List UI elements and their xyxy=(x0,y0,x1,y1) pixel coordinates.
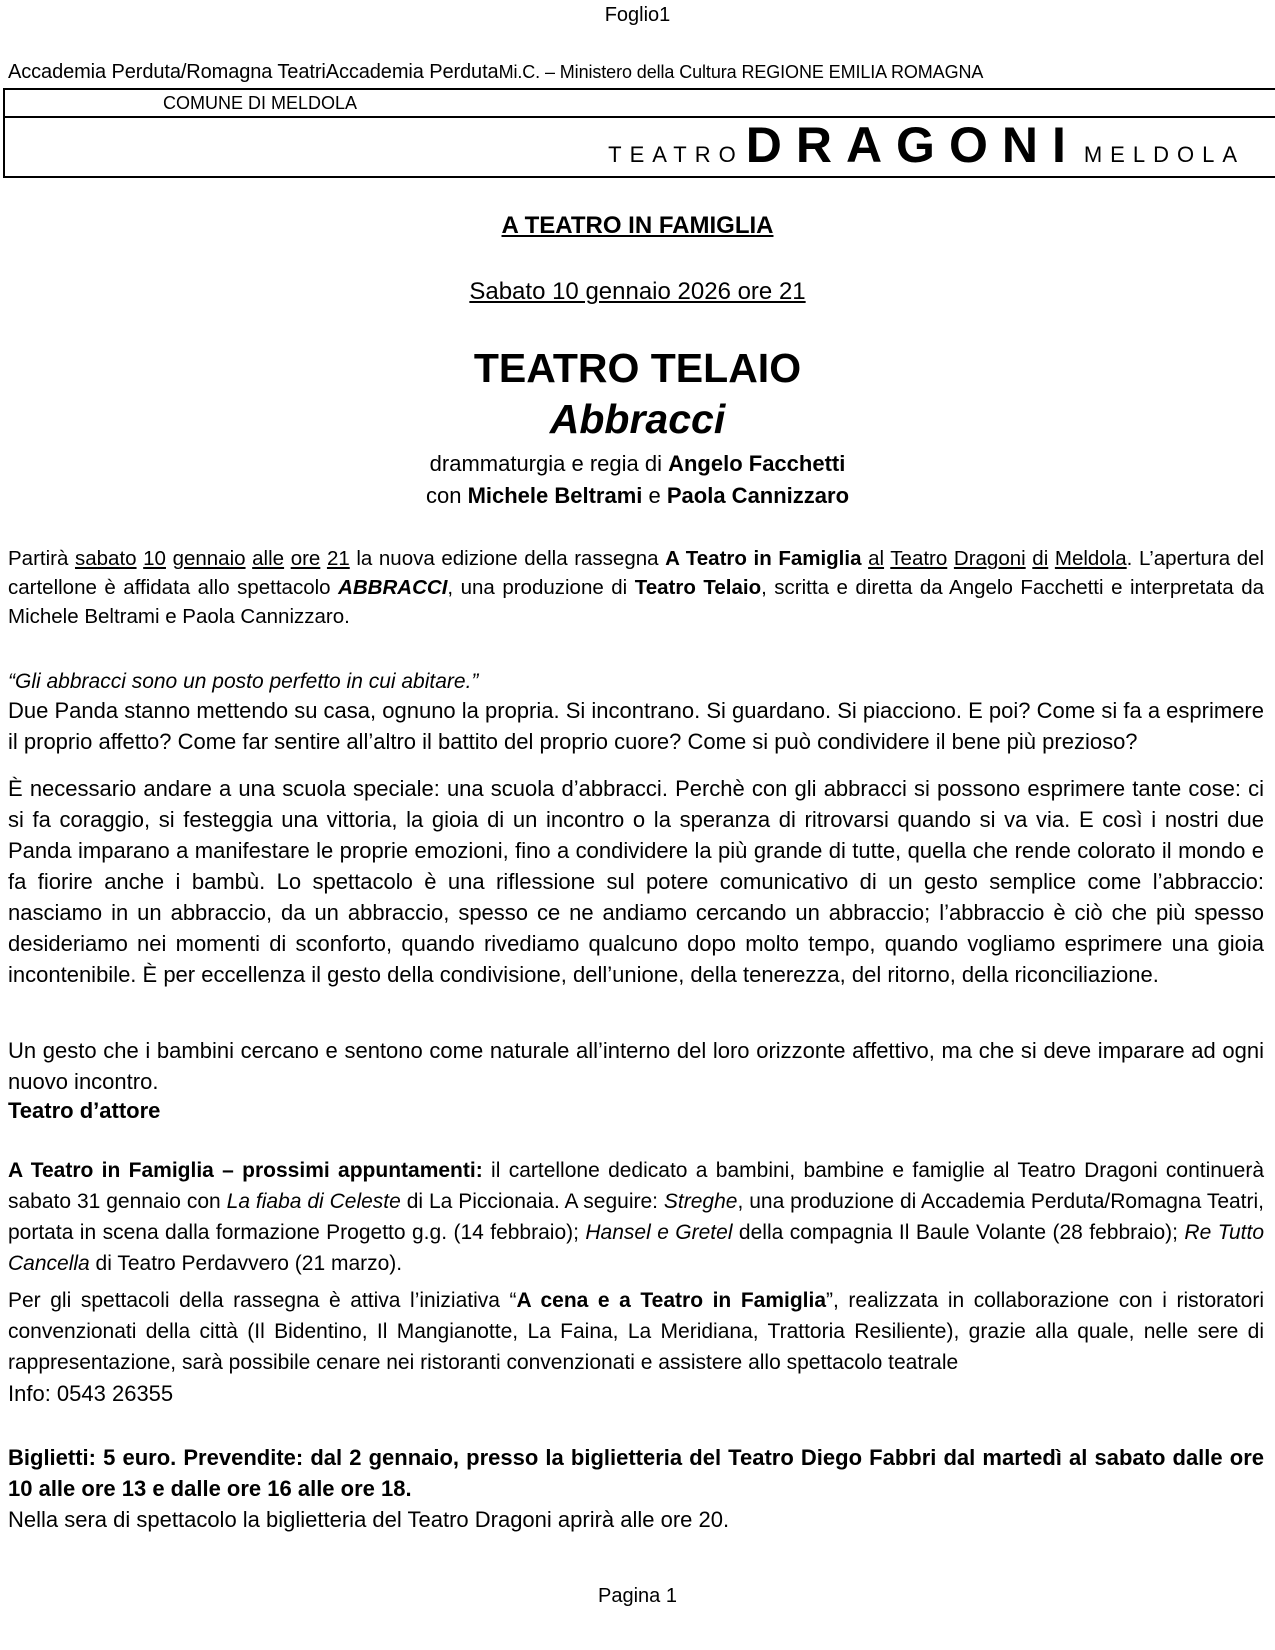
show-title: Abbracci xyxy=(549,396,726,442)
text: di Teatro Perdavvero (21 marzo). xyxy=(89,1252,403,1275)
text: ”, realizzata in collaborazione con i ristoratori convenzionati della città (Il Bidentino, Il Mangianotte, La Faina, La Meridiana, Trattoria Resiliente), grazie alla quale, nelle sere di rappresentazione, sarà possibile cenare nei ristoranti convenzionati e assistere allo spettacolo teatrale xyxy=(8,1289,1264,1374)
show-1: La fiaba di Celeste xyxy=(226,1190,401,1213)
text: Partirà xyxy=(8,547,75,570)
actor-1: Michele Beltrami xyxy=(467,483,643,508)
upcoming-heading: A Teatro in Famiglia – prossimi appuntamenti: xyxy=(8,1159,483,1182)
text: . L’apertura del cartellone è affidata allo spettacolo xyxy=(8,547,1265,599)
box-office-hours: Nella sera di spettacolo la biglietteria del Teatro Dragoni aprirà alle ore 20. xyxy=(8,1507,730,1532)
text: Per gli spettacoli della rassegna è attiva l’iniziativa “ xyxy=(8,1289,517,1312)
genre-label: Teatro d’attore xyxy=(8,1098,161,1123)
text: il cartellone dedicato a bambini, bambine e famiglie al Teatro Dragoni continuerà sabato 31 gennaio con xyxy=(8,1159,1265,1213)
logo-name: DRAGONI xyxy=(745,117,1080,173)
text: Dragoni xyxy=(953,547,1026,570)
logo-suffix: MELDOLA xyxy=(1083,142,1245,167)
event-date: Sabato 10 gennaio 2026 ore 21 xyxy=(469,278,806,305)
comune-label: COMUNE DI MELDOLA xyxy=(5,90,1275,118)
text: della compagnia Il Baule Volante (28 febbraio); xyxy=(732,1221,1185,1244)
text: al xyxy=(868,547,885,570)
logo-row xyxy=(5,118,1275,176)
upcoming-paragraph xyxy=(8,1155,1264,1279)
director-name: Angelo Facchetti xyxy=(668,451,846,476)
text: A Teatro in Famiglia xyxy=(665,547,862,570)
text: 21 xyxy=(326,547,350,570)
dinner-initiative: A cena e a Teatro in Famiglia xyxy=(516,1289,827,1312)
synopsis-paragraph-1: Due Panda stanno mettendo su casa, ognuno la propria. Si incontrano. Si guardano. Si piacciono. E poi? Come si fa a esprimere il proprio affetto? Come far sentire all’altro il battito del proprio cuore? Come si può condividere il bene più prezioso? xyxy=(8,698,1264,754)
show-3: Hansel e Gretel xyxy=(585,1221,733,1244)
text: sabato xyxy=(74,547,137,570)
synopsis-paragraph-3: Un gesto che i bambini cercano e sentono come naturale all’interno del loro orizzonte affettivo, ma che si deve imparare ad ogni nuovo incontro. xyxy=(8,1038,1264,1094)
text: ore xyxy=(290,547,321,570)
org-line xyxy=(8,61,983,84)
credit-direction xyxy=(0,451,1275,477)
header-box xyxy=(3,88,1275,178)
text: di La Piccionaia. A seguire: xyxy=(400,1190,664,1213)
quote: “Gli abbracci sono un posto perfetto in cui abitare.” xyxy=(8,670,479,693)
show-4: Re Tutto Cancella xyxy=(8,1221,1264,1275)
text: la nuova edizione della rassegna xyxy=(349,547,666,570)
actor-2: Paola Cannizzaro xyxy=(666,483,850,508)
company-name: TEATRO TELAIO xyxy=(473,345,802,391)
text: di xyxy=(1032,547,1049,570)
sheet-label: Foglio1 xyxy=(604,4,671,26)
tickets-info: Biglietti: 5 euro. Prevendite: dal 2 gennaio, presso la biglietteria del Teatro Diego Fabbri dal martedì al sabato dalle ore 10 alle ore 13 e dalle ore 16 alle ore 18. xyxy=(8,1445,1264,1501)
teatro-dragoni-logo xyxy=(608,117,1245,173)
text: alle xyxy=(252,547,285,570)
rassegna-title: A TEATRO IN FAMIGLIA xyxy=(501,212,774,239)
synopsis-paragraph-2: È necessario andare a una scuola speciale: una scuola d’abbracci. Perchè con gli abbracci si possono esprimere tante cose: ci si fa coraggio, si festeggia una vittoria, la gioia di un incontro o la speranza di ritrovarsi quando si va via. E così i nostri due Panda imparano a manifestare le proprie emozioni, fino a condividere la più grande di tutte, quella che rende colorato il mondo e fa fiorire anche i bambù. Lo spettacolo è una riflessione sul potere comunicativo di un gesto semplice come l’abbraccio: nasciamo in un abbraccio, da un abbraccio, spesso ce ne andiamo cercando un abbraccio; l’abbraccio è ciò che più spesso desideriamo nei momenti di sconforto, quando rivediamo qualcuno dopo molto tempo, quando vogliamo esprimere una gioia incontenibile. È per eccellenza il gesto della condivisione, dell’unione, della tenerezza, del ritorno, della riconciliazione. xyxy=(8,776,1264,987)
credit-cast xyxy=(0,483,1275,509)
text: Meldola xyxy=(1054,547,1127,570)
text: ABBRACCI xyxy=(338,576,448,599)
text: gennaio xyxy=(172,547,246,570)
credit-cast-label: con xyxy=(425,483,468,508)
text: , una produzione di Accademia Perduta/Romagna Teatri, portata in scena dalla formazione Progetto g.g. (14 febbraio); xyxy=(8,1190,1265,1244)
intro-paragraph xyxy=(8,544,1264,631)
credit-cast-conj: e xyxy=(642,483,667,508)
text: Teatro xyxy=(890,547,948,570)
dinner-paragraph xyxy=(8,1285,1264,1409)
logo-prefix: TEATRO xyxy=(608,142,744,167)
text: , una produzione di xyxy=(447,576,635,599)
text: , scritta e diretta da Angelo Facchetti e interpretata da Michele Beltrami e Paola Cannizzaro. xyxy=(8,576,1264,628)
info-phone: Info: 0543 26355 xyxy=(8,1381,174,1406)
text: Teatro Telaio xyxy=(634,576,762,599)
page-number: Pagina 1 xyxy=(598,1585,677,1607)
org-names: Accademia Perduta/Romagna TeatriAccademia Perduta xyxy=(8,61,499,83)
credit-direction-label: drammaturgia e regia di xyxy=(429,451,669,476)
show-2: Streghe xyxy=(663,1190,738,1213)
text: 10 xyxy=(143,547,166,570)
ministry-region: Mi.C. – Ministero della Cultura REGIONE EMILIA ROMAGNA xyxy=(498,62,984,82)
